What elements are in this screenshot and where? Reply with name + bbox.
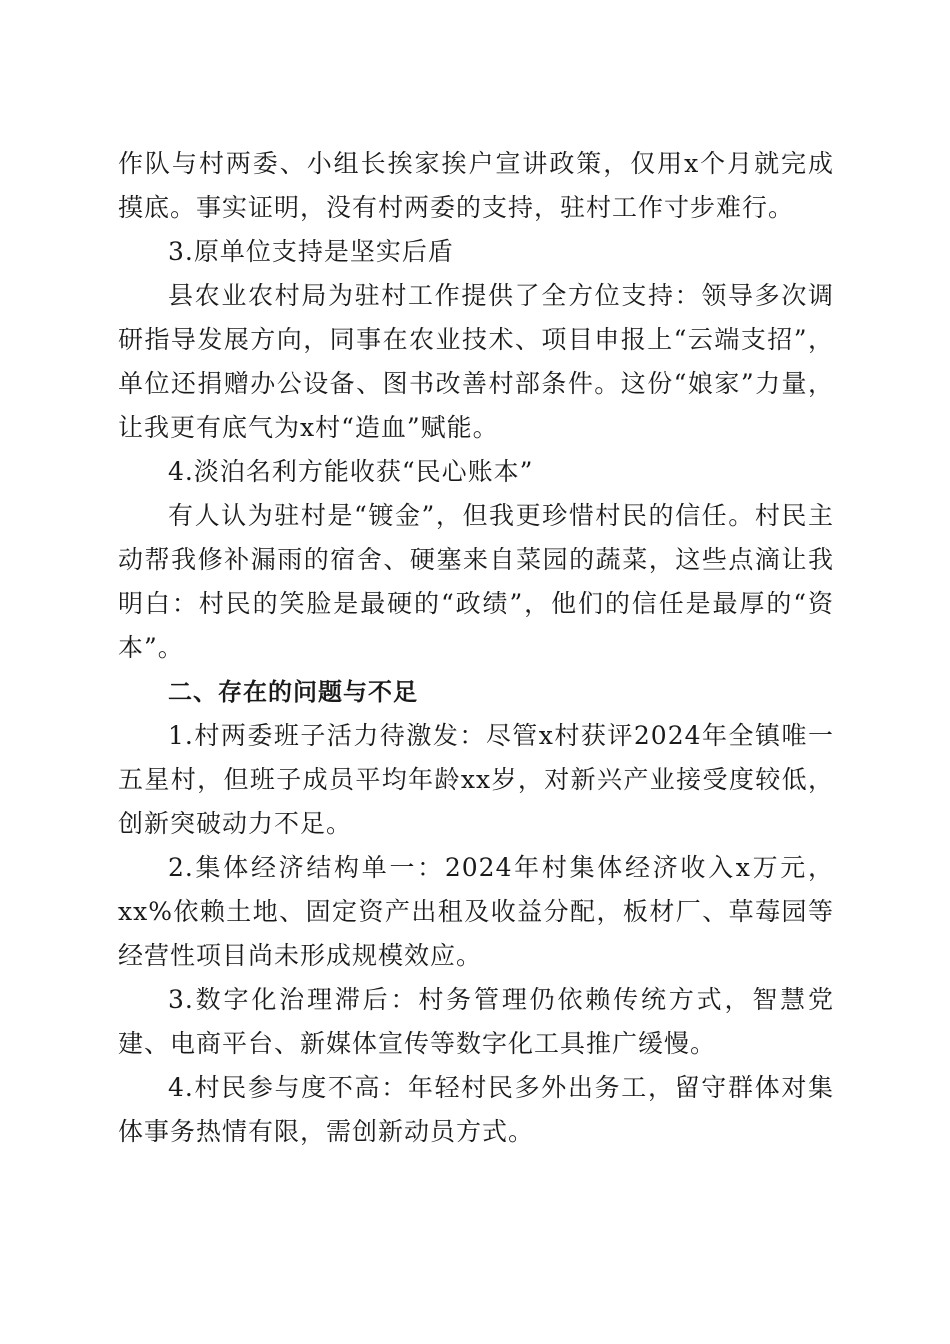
document-body [118, 142, 834, 1154]
paragraph-continuation: 作队与村两委、小组长挨家挨户宣讲政策，仅用x个月就完成摸底。事实证明，没有村两委的支持，驻村工作寸步难行。 [118, 149, 834, 222]
paragraph-problem-1: 1.村两委班子活力待激发：尽管x村获评2024年全镇唯一五星村，但班子成员平均年龄xx岁，对新兴产业接受度较低，创新突破动力不足。 [118, 721, 834, 838]
paragraph-public-trust: 有人认为驻村是“镀金”，但我更珍惜村民的信任。村民主动帮我修补漏雨的宿舍、硬塞来自菜园的蔬菜，这些点滴让我明白：村民的笑脸是最硬的“政绩”，他们的信任是最厚的“资本”。 [118, 501, 834, 662]
paragraph-problem-3: 3.数字化治理滞后：村务管理仍依赖传统方式，智慧党建、电商平台、新媒体宣传等数字化工具推广缓慢。 [118, 985, 834, 1058]
paragraph-problem-4: 4.村民参与度不高：年轻村民多外出务工，留守群体对集体事务热情有限，需创新动员方式。 [118, 1073, 834, 1146]
subheading-unit-support: 3.原单位支持是坚实后盾 [168, 237, 454, 266]
section-heading-problems: 二、存在的问题与不足 [168, 678, 418, 706]
subheading-public-trust: 4.淡泊名利方能收获“民心账本” [168, 457, 534, 486]
paragraph-unit-support: 县农业农村局为驻村工作提供了全方位支持：领导多次调研指导发展方向，同事在农业技术、项目申报上“云端支招”，单位还捐赠办公设备、图书改善村部条件。这份“娘家”力量，让我更有底气为x村“造血”赋能。 [118, 281, 834, 442]
paragraph-problem-2: 2.集体经济结构单一：2024年村集体经济收入x万元，xx%依赖土地、固定资产出租及收益分配，板材厂、草莓园等经营性项目尚未形成规模效应。 [118, 853, 834, 970]
